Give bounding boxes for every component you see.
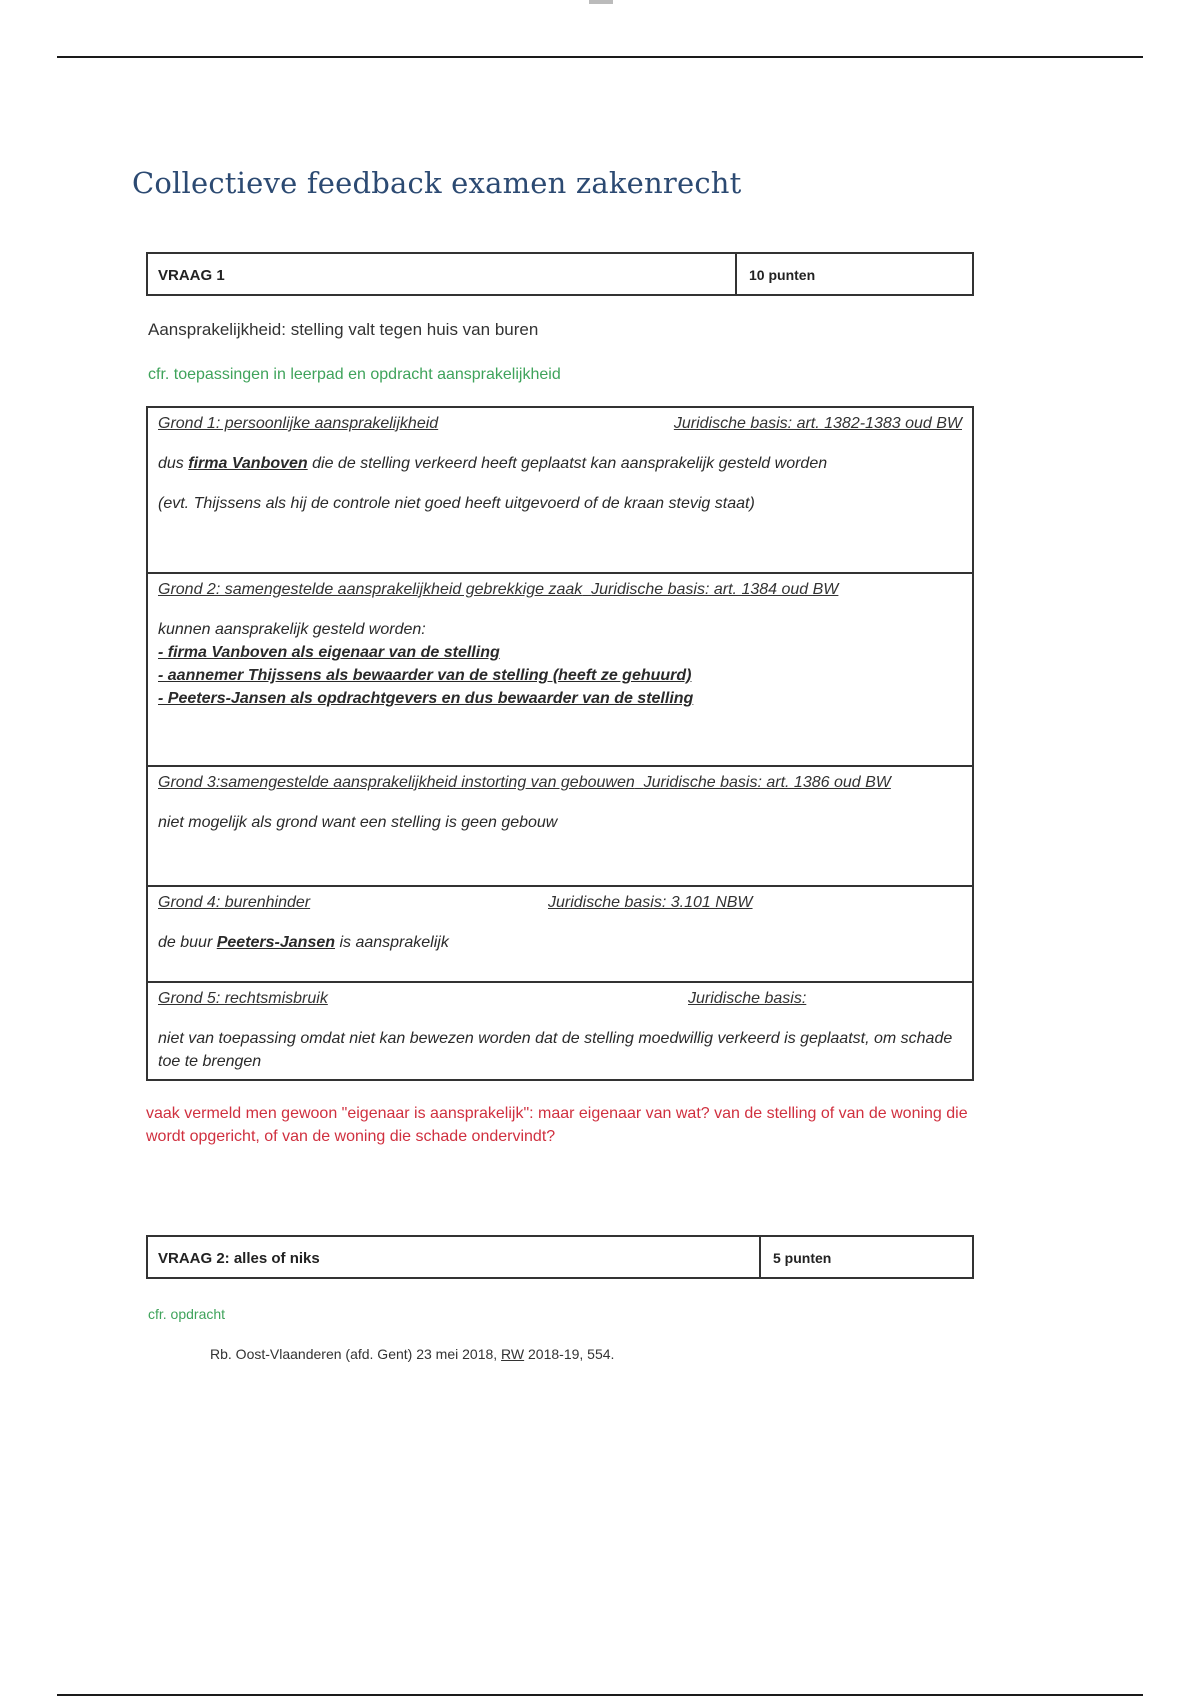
- ground-4-text: de buur Peeters-Jansen is aansprakelijk: [158, 934, 449, 951]
- ground-4-header: [158, 891, 962, 914]
- ground-2-basis: Juridische basis: art. 1384 oud BW: [591, 581, 839, 598]
- ground-4-title: Grond 4: burenhinder: [158, 894, 311, 911]
- ground-1-basis: Juridische basis: art. 1382-1383 oud BW: [673, 415, 962, 432]
- party-name: firma Vanboven: [188, 455, 308, 472]
- party-name: Peeters-Jansen: [216, 934, 336, 951]
- ground-5-basis: Juridische basis:: [688, 990, 807, 1007]
- ground-3-text: niet mogelijk als grond want een stelling is geen gebouw: [158, 814, 558, 831]
- question-1-header: [146, 252, 974, 296]
- page-title: Collectieve feedback examen zakenrecht: [132, 166, 742, 200]
- ground-5-text: niet van toepassing omdat niet kan bewezen worden dat de stelling moedwillig verkeerd is geplaatst, om schade toe te brengen: [158, 1030, 953, 1070]
- question-1-subject: Aansprakelijkheid: stelling valt tegen huis van buren: [148, 320, 539, 339]
- question-2-label: VRAAG 2: alles of niks: [148, 1237, 761, 1277]
- question-1-cfr: cfr. toepassingen in leerpad en opdracht aansprakelijkheid: [148, 366, 561, 383]
- ground-1-title: Grond 1: persoonlijke aansprakelijkheid: [158, 415, 439, 432]
- case-reference: Rb. Oost-Vlaanderen (afd. Gent) 23 mei 2018, RW 2018-19, 554.: [210, 1346, 615, 1362]
- ground-2-intro: kunnen aansprakelijk gesteld worden:: [158, 621, 426, 638]
- question-2-cfr: cfr. opdracht: [148, 1306, 226, 1322]
- ground-1-note: (evt. Thijssens als hij de controle niet goed heeft uitgevoerd of de kraan stevig staat): [158, 495, 755, 512]
- ground-3-title: Grond 3:samengestelde aansprakelijkheid instorting van gebouwen: [158, 774, 635, 791]
- journal-abbrev: RW: [501, 1346, 525, 1362]
- ground-2-item: - aannemer Thijssens als bewaarder van de stelling (heeft ze gehuurd): [158, 667, 692, 684]
- question-2-points: 5 punten: [773, 1250, 832, 1266]
- ground-2-item: - Peeters-Jansen als opdrachtgevers en dus bewaarder van de stelling: [158, 690, 694, 707]
- ground-3-basis: Juridische basis: art. 1386 oud BW: [643, 774, 891, 791]
- footer-rule: [57, 1694, 1143, 1696]
- scanned-feedback-document: [140, 240, 985, 1370]
- header-mark: [589, 0, 613, 4]
- question-2-header: [146, 1235, 974, 1279]
- ground-4: [148, 887, 972, 983]
- header-rule: [57, 56, 1143, 58]
- ground-5-title: Grond 5: rechtsmisbruik: [158, 990, 328, 1007]
- ground-2: [148, 574, 972, 767]
- ground-1-header: [158, 412, 962, 435]
- ground-5: [148, 983, 972, 1079]
- ground-2-title: Grond 2: samengestelde aansprakelijkheid gebrekkige zaak: [158, 581, 583, 598]
- question-1-points: 10 punten: [749, 267, 816, 283]
- question-1-label: VRAAG 1: [148, 254, 737, 294]
- ground-3: [148, 767, 972, 887]
- ground-5-header: [158, 987, 962, 1010]
- ground-4-basis: Juridische basis: 3.101 NBW: [548, 894, 753, 911]
- ground-1-text: dus firma Vanboven die de stelling verkeerd heeft geplaatst kan aansprakelijk gesteld worden: [158, 455, 828, 472]
- ground-2-item: - firma Vanboven als eigenaar van de stelling: [158, 644, 500, 661]
- grounds-table: [146, 406, 974, 1081]
- ground-1: [148, 408, 972, 574]
- question-1-remark: vaak vermeld men gewoon "eigenaar is aansprakelijk": maar eigenaar van wat? van de stelling of van de woning die wordt opgericht, of van de woning die schade ondervindt?: [146, 1105, 968, 1145]
- ground-2-header: [158, 578, 962, 601]
- ground-3-header: [158, 771, 962, 794]
